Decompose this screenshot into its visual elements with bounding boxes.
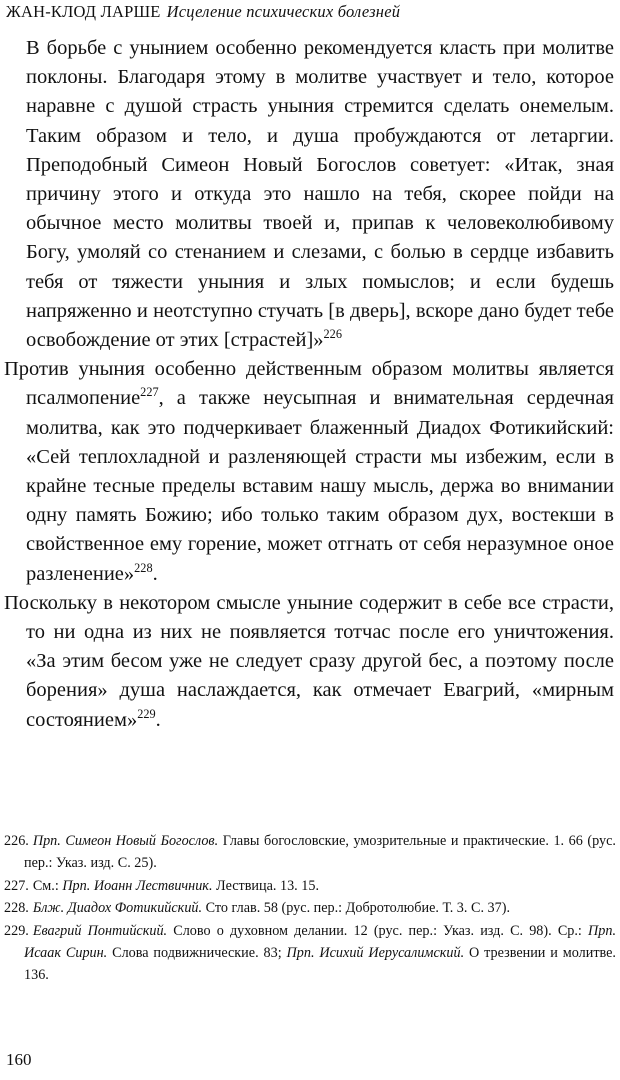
footnote-author: Прп. Исаак Сирин. — [24, 922, 616, 962]
paragraph-text: . — [152, 562, 158, 585]
footnote-ref: 226 — [323, 327, 342, 342]
footnote-text: Главы богословские, умозрительные и практические. 1. 66 (рус. пер.: Указ. изд. С. 25). — [24, 833, 616, 872]
page-number: 160 — [6, 1050, 32, 1069]
footnote-author: Прп. Иоанн Лествичник. — [62, 877, 213, 894]
footnote-text: Слово о духовном делании. 12 (рус. пер.: Указ. изд. С. 98). Ср.: — [167, 922, 589, 939]
footnote-text: Слова подвижнические. 83; — [107, 945, 287, 962]
main-text — [4, 34, 614, 735]
header-title: Исцеление психических болезней — [166, 2, 401, 21]
footnote-ref: 227 — [140, 385, 159, 400]
running-header — [6, 2, 614, 22]
header-author: ЖАН-КЛОД ЛАРШЕ — [6, 2, 161, 21]
paragraph — [4, 589, 614, 735]
paragraph-text: Против уныния особенно действенным образом молитвы является псалмопение — [4, 358, 614, 410]
paragraph-text: В борьбе с унынием особенно рекомендуется класть при молитве поклоны. Благодаря этому в молитве участвует и тело, которое наравне с душой страсть уныния стремится сделать онемелым. Таким образом и тело, и душа пробуждаются от летаргии. Преподобный Симеон Новый Богослов советует: «Итак, зная причину этого и откуда это нашло на тебя, скорее пойди на обычное место молитвы твоей и, припав к человеколюбивому Богу, умоляй со стенанием и слезами, с болью в сердце избавить тебя от тяжести уныния и злых помыслов; и если будешь напряженно и неотступно стучать [в дверь], вскоре дано будет тебе освобождение от этих [страстей]» — [26, 37, 614, 352]
footnote-ref: 228 — [134, 560, 153, 575]
paragraph — [4, 34, 614, 355]
footnote-text: См.: — [32, 877, 63, 894]
footnote-author: Прп. Симеон Новый Богослов. — [32, 833, 219, 849]
paragraph-text: . — [155, 708, 161, 731]
footnote-text: Лествица. 13. 15. — [212, 877, 320, 894]
footnote-number: 226. — [4, 833, 29, 849]
footnote-text: О трезвении и молитве. 136. — [24, 945, 616, 984]
paragraph-text: Поскольку в некотором смысле уныние содержит в себе все страсти, то ни одна из них не появляется тотчас после его уничтожения. «За этим бесом уже не следует сразу другой бес, а поэтому после борения» душа наслаждается, как отмечает Евагрий, «мирным состоянием» — [4, 591, 614, 731]
footnote-number: 227. — [4, 877, 29, 894]
footnote-author: Прп. Исихий Иерусалимский. — [286, 945, 465, 962]
footnote-number: 228. — [4, 900, 29, 917]
footnote-number: 229. — [4, 922, 29, 939]
footnote-text: Сто глав. 58 (рус. пер.: Добротолюбие. Т. 3. С. 37). — [202, 900, 511, 917]
footnote — [4, 830, 616, 875]
footnote-ref: 229 — [137, 706, 156, 721]
footnote-author: Блж. Диадох Фотикийский. — [32, 900, 203, 917]
footnote — [4, 920, 616, 987]
paragraph — [4, 355, 614, 589]
footnote-author: Евагрий Понтийский. — [32, 922, 168, 939]
footnote — [4, 875, 616, 897]
paragraph-text: , а также неусыпная и внимательная сердечная молитва, как это подчеркивает блаженный Диадох Фотикийский: «Сей теплохладной и разленяющей страсти мы избежим, если в крайне тесные пределы вставим нашу мысль, держа во внимании одну память Божию; ибо только таким образом дух, востекши в свойственное ему горение, может отгнать от себя неразумное оное разленение» — [26, 387, 614, 585]
footnotes — [4, 830, 616, 987]
footnote — [4, 897, 616, 919]
